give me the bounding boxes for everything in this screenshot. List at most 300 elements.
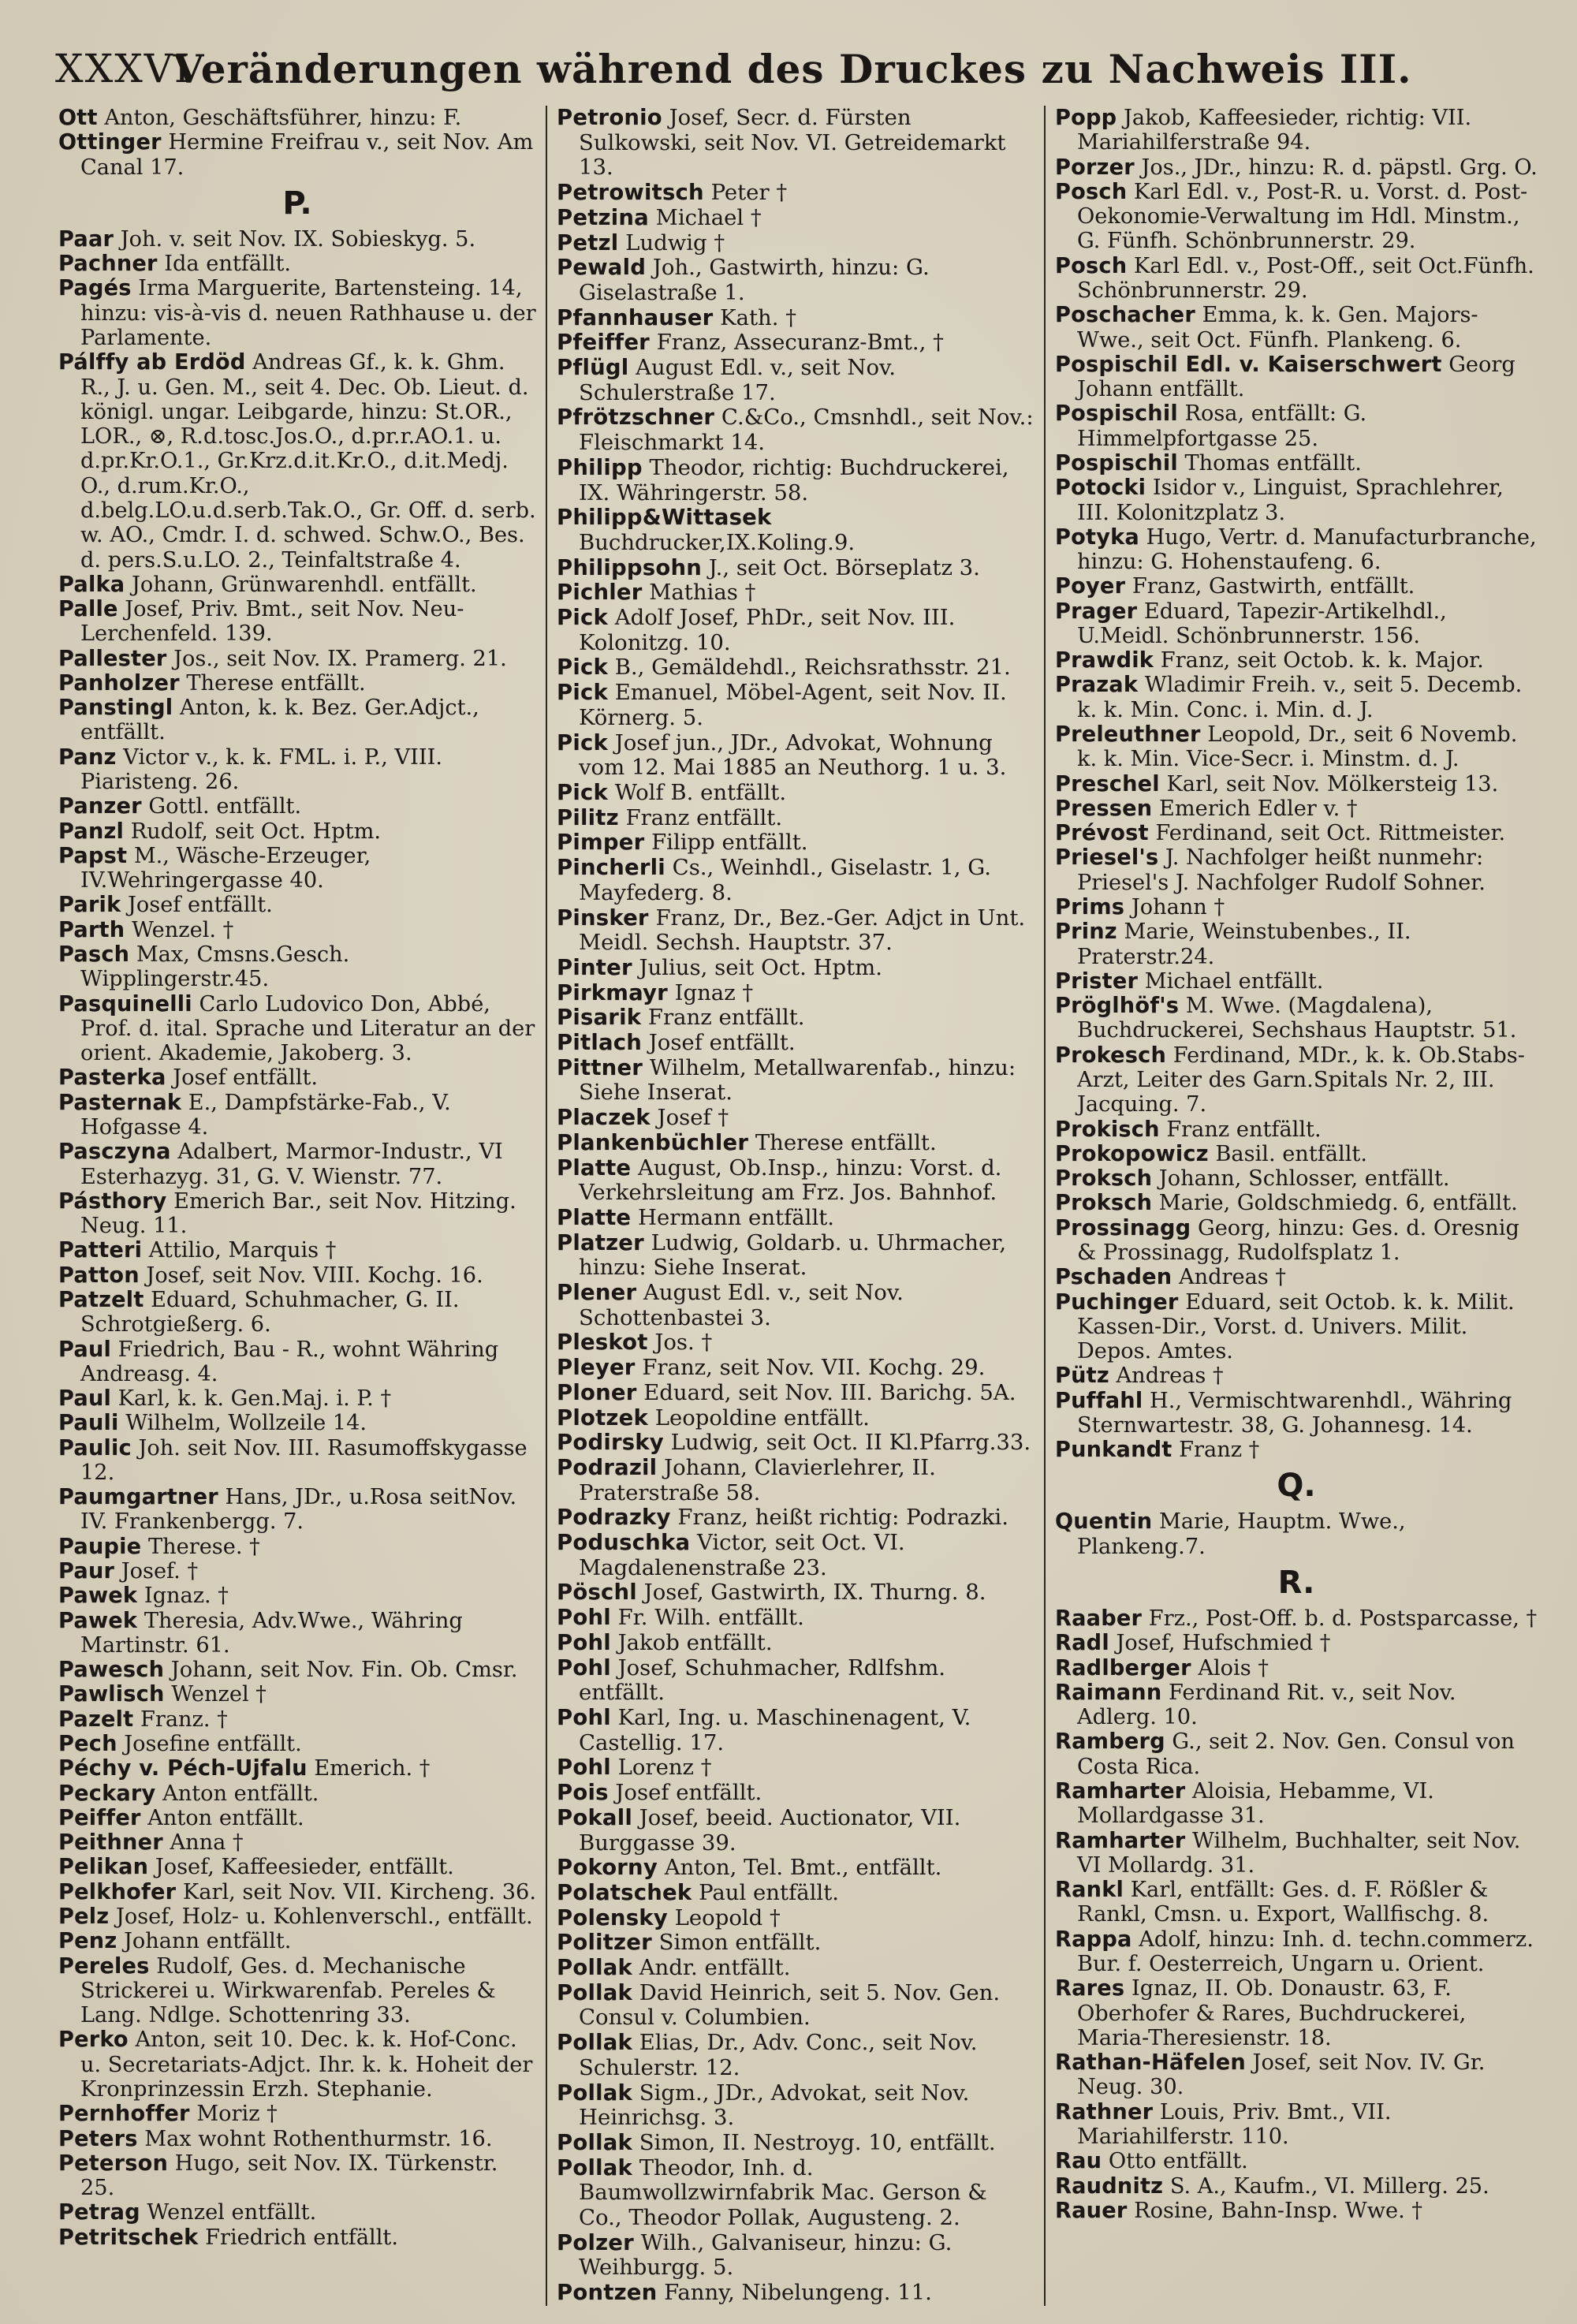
directory-entry [557,456,1035,505]
directory-entry [557,1956,1035,1981]
entry-details: Victor v., k. k. FML. i. P., VIII. Piaristeng. 26. [80,744,442,795]
entry-details: H., Vermischtwarenhdl., Währing Sternwartestr. 38, G. Johannesg. 14. [1077,1388,1512,1438]
directory-entry [1055,1265,1538,1289]
entry-name: Peithner [58,1830,163,1856]
entry-name: Ottinger [58,130,162,155]
entry-details: Theresia, Adv.Wwe., Währing Martinstr. 61. [80,1608,463,1658]
directory-entry [557,1281,1035,1330]
entry-details: August Edl. v., seit Nov. Schulerstraße 17. [579,355,897,405]
directory-entry [58,893,536,917]
entry-name: Ploner [557,1379,637,1405]
directory-entry [557,1881,1035,1906]
directory-entry [1055,722,1538,772]
entry-name: Pollak [557,1955,632,1981]
directory-entry [557,2156,1035,2231]
directory-entry [1055,1438,1538,1462]
entry-details: Therese entfällt. [748,1129,937,1155]
entry-name: Pois [557,1780,609,1806]
entry-details: Franz, Gastwirth, entfällt. [1125,574,1415,599]
directory-entry [1055,254,1538,304]
entry-details: Johann, seit Nov. Fin. Ob. Cmsr. [164,1658,518,1683]
entry-details: Ida entfällt. [157,252,292,277]
entry-details: Max, Cmsns.Gesch. Wipplingerstr.45. [80,942,350,992]
entry-details: S. A., Kaufm., VI. Millerg. 25. [1163,2173,1489,2199]
entry-name: Poduschka [557,1530,691,1556]
entry-name: Pagés [58,276,132,301]
directory-entry [1055,821,1538,845]
entry-details: Ignaz, II. Ob. Donaustr. 63, F. Oberhofer & Rares, Buchdruckerei, Maria-Theresienstr. 18. [1077,1976,1467,2050]
directory-entry [1055,1142,1538,1166]
entry-name: Pohl [557,1755,611,1781]
entry-details: Josef, seit Nov. IV. Gr. Neug. 30. [1077,2050,1486,2100]
directory-entry [1055,2149,1538,2173]
directory-entry [1055,673,1538,722]
directory-entry [557,981,1035,1006]
entry-details: Wilhelm, Metallwarenfab., hinzu: Siehe Inserat. [579,1054,1016,1106]
entry-name: Poyer [1055,574,1126,599]
entry-name: Panholzer [58,670,180,696]
entry-name: Parth [58,917,125,942]
directory-entry [557,856,1035,905]
entry-name: Pelikan [58,1855,149,1880]
directory-entry [58,1189,536,1239]
entry-details: Jakob entfällt. [610,1629,773,1655]
directory-entry [58,1411,536,1435]
directory-entry [557,1631,1035,1656]
entry-name: Rau [1055,2149,1102,2174]
entry-name: Radlberger [1055,1655,1191,1681]
entry-details: Wenzel † [164,1682,267,1707]
entry-name: Rares [1055,1976,1125,2001]
directory-entry [1055,920,1538,969]
entry-name: Plankenbüchler [557,1129,749,1155]
entry-name: Pohl [557,1654,611,1681]
entry-name: Puffahl [1055,1388,1143,1413]
entry-name: Pawek [58,1608,138,1633]
directory-entry [1055,1878,1538,1927]
directory-entry [58,1732,536,1756]
entry-name: Prazak [1055,673,1139,698]
entry-details: Ludwig, Goldarb. u. Uhrmacher, hinzu: Siehe Inserat. [579,1229,1007,1281]
entry-details: Adalbert, Marmor-Industr., VI Esterhazyg. 31, G. V. Wienstr. 77. [80,1140,503,1189]
entry-details: Joh., Gastwirth, hinzu: G. Giselastraße 1. [579,255,930,305]
directory-entry [557,1005,1035,1031]
entry-name: Paul [58,1386,112,1412]
directory-entry [58,1559,536,1584]
entry-name: Prinz [1055,920,1117,945]
entry-name: Pasquinelli [58,991,192,1017]
directory-entry [557,1856,1035,1881]
entry-name: Porzer [1055,155,1135,180]
entry-details: Karl, seit Nov. Mölkersteig 13. [1159,771,1499,796]
entry-name: Pewald [557,255,647,281]
entry-details: Lorenz † [610,1755,712,1781]
entry-name: Panzer [58,794,142,819]
entry-details: Louis, Priv. Bmt., VII. Mariahilferstr. 110. [1077,2099,1392,2149]
entry-details: Gottl. entfällt. [141,794,302,819]
entry-name: Potocki [1055,476,1146,501]
entry-details: Josef † [650,1105,729,1131]
entry-details: Johann, Schlosser, entfällt. [1152,1166,1450,1192]
entry-details: Josef entfällt. [642,1030,796,1056]
entry-details: Eduard, seit Nov. III. Barichg. 5A. [636,1379,1016,1405]
entry-details: Friedrich, Bau - R., wohnt Währing Andreasg. 4. [80,1337,499,1386]
entry-details: Hugo, seit Nov. IX. Türkenstr. 25. [80,2151,498,2201]
entry-details: Anna † [162,1830,244,1856]
entry-name: Petritschek [58,2225,199,2250]
entry-details: Leopoldine entfällt. [647,1404,870,1431]
entry-details: Rosine, Bahn-Insp. Wwe. † [1127,2198,1422,2223]
entry-details: Simon, II. Nestroyg. 10, entfällt. [632,2129,996,2155]
directory-entry [58,1288,536,1337]
directory-entry [1055,451,1538,476]
entry-name: Radl [1055,1631,1109,1656]
directory-entry [58,1830,536,1855]
entry-details: Buchdrucker,IX.Koling.9. [579,529,856,555]
directory-entry [58,671,536,696]
directory-entry [58,2102,536,2126]
directory-entry [557,1456,1035,1505]
entry-name: Pohl [557,1605,611,1631]
directory-entry [58,1707,536,1732]
entry-details: Moriz † [189,2102,278,2127]
entry-name: Panz [58,744,117,770]
entry-name: Prokisch [1055,1117,1160,1142]
entry-name: Patzelt [58,1287,144,1312]
entry-name: Platte [557,1155,632,1181]
directory-entry [58,918,536,942]
entry-name: Pollak [557,1979,632,2005]
entry-details: Franz. † [133,1707,228,1732]
entry-name: Pollak [557,2129,632,2155]
directory-entry [58,2225,536,2250]
directory-entry [557,1231,1035,1281]
entry-name: Raudnitz [1055,2173,1164,2199]
entry-details: Josef entfällt. [166,1065,319,1091]
directory-entry [1055,1927,1538,1977]
entry-name: Pitlach [557,1030,642,1056]
entry-name: Pütz [1055,1363,1109,1389]
entry-details: G., seit 2. Nov. Gen. Consul von Costa Rica. [1077,1729,1515,1779]
entry-details: Theodor, richtig: Buchdruckerei, IX. Währingerstr. 58. [579,454,1009,505]
directory-entry [1055,1509,1538,1559]
directory-entry [58,1535,536,1559]
columns [49,106,1547,2306]
directory-entry [1055,476,1538,525]
directory-entry [58,1756,536,1781]
directory-entry [557,505,1035,555]
entry-name: Pittner [557,1054,643,1080]
entry-details: Josef, Hufschmied † [1109,1631,1331,1656]
entry-details: Emma, k. k. Gen. Majors-Wwe., seit Oct. Fünfh. Plankeng. 6. [1077,303,1478,353]
entry-name: Pollak [557,2080,632,2106]
entry-name: Plotzek [557,1404,648,1431]
directory-entry [1055,1216,1538,1266]
directory-entry [58,350,536,573]
directory-entry [58,276,536,350]
entry-details: Rosa, entfällt: G. Himmelpfortgasse 25. [1077,401,1367,451]
directory-entry [1055,1606,1538,1631]
entry-name: Panstingl [58,696,173,721]
entry-details: Leopold, Dr., seit 6 Novemb. k. k. Min. Vice-Secr. i. Minstm. d. J. [1077,722,1518,772]
entry-details: Karl, Ing. u. Maschinenagent, V. Castellig. 17. [579,1705,971,1755]
directory-entry [1055,2199,1538,2223]
section-letter: P. [282,185,312,222]
directory-entry [557,1706,1035,1755]
directory-entry [58,1065,536,1090]
directory-entry [58,942,536,992]
directory-entry [557,2281,1035,2306]
directory-entry [557,2131,1035,2156]
directory-entry [1055,599,1538,649]
directory-entry [557,2081,1035,2131]
entry-details: Wenzel. † [125,917,234,942]
directory-entry [1055,401,1538,451]
entry-name: Pelz [58,1904,110,1929]
entry-details: Hermann entfällt. [631,1204,835,1230]
directory-entry [58,1929,536,1953]
entry-name: Prokopowicz [1055,1141,1209,1166]
directory-entry [1055,969,1538,994]
entry-name: Pick [557,779,608,805]
entry-details: Johann † [1124,895,1225,920]
entry-name: Pospischil [1055,450,1178,476]
entry-name: Priesel's [1055,845,1159,871]
entry-name: Raaber [1055,1606,1143,1632]
entry-details: Anton entfällt. [155,1781,319,1806]
entry-name: Pfannhauser [557,304,714,330]
entry-details: Franz, heißt richtig: Podrazki. [670,1505,1008,1531]
directory-entry [1055,994,1538,1043]
entry-name: Rathan-Häfelen [1055,2050,1246,2076]
entry-name: Péchy v. Péch-Ujfalu [58,1756,308,1781]
directory-entry [58,1682,536,1707]
entry-details: Theodor, Inh. d. Baumwollzwirnfabrik Mac. Gerson & Co., Theodor Pollak, Augusteng. 2. [579,2154,987,2231]
entry-name: Posch [1055,179,1128,204]
entry-name: Rankl [1055,1878,1124,1903]
entry-details: Otto entfällt. [1102,2149,1248,2174]
directory-entry [1055,1779,1538,1829]
entry-name: Philipp [557,454,643,480]
directory-entry [58,745,536,795]
entry-details: Josef, Schuhmacher, Rdlfshm. entfällt. [579,1654,946,1706]
entry-details: Karl, entfällt: Ges. d. F. Rößler & Rankl, Cmsn. u. Export, Wallfischg. 8. [1077,1878,1489,1927]
directory-entry [1055,1631,1538,1655]
entry-details: Aloisia, Hebamme, VI. Mollardgasse 31. [1077,1779,1434,1829]
directory-entry [557,606,1035,655]
directory-entry [58,1386,536,1411]
directory-entry [557,1981,1035,2031]
directory-entry [557,1356,1035,1381]
entry-details: Joh. seit Nov. III. Rasumoffskygasse 12. [80,1435,528,1485]
directory-entry [557,781,1035,806]
directory-entry [1055,1117,1538,1142]
entry-details: Josef, Priv. Bmt., seit Nov. Neu-Lerchenfeld. 139. [80,597,464,647]
directory-entry [557,580,1035,606]
entry-details: Karl, seit Nov. VII. Kircheng. 36. [176,1879,536,1904]
entry-details: Hermine Freifrau v., seit Nov. Am Canal 17. [80,130,534,180]
directory-entry [58,1263,536,1288]
directory-entry [58,647,536,671]
directory-entry [58,1781,536,1806]
entry-details: Ignaz. † [137,1584,229,1609]
directory-entry [557,1381,1035,1406]
entry-details: Josefine entfällt. [117,1732,302,1756]
directory-entry [1055,1829,1538,1878]
directory-entry [557,1906,1035,1931]
directory-entry [557,681,1035,730]
entry-name: Prager [1055,599,1138,624]
entry-name: Pimper [557,830,645,856]
directory-entry [557,830,1035,856]
entry-name: Pontzen [557,2280,658,2306]
directory-entry [557,1330,1035,1356]
entry-name: Pressen [1055,796,1153,821]
entry-name: Papst [58,843,128,868]
entry-name: Pech [58,1732,117,1756]
entry-details: J., seit Oct. Börseplatz 3. [702,554,980,580]
directory-entry [557,1156,1035,1206]
entry-details: Johann entfällt. [117,1929,292,1954]
directory-entry [557,731,1035,781]
directory-entry [58,130,536,180]
entry-details: Josef. † [114,1559,199,1584]
entry-details: David Heinrich, seit 5. Nov. Gen. Consul v. Columbien. [579,1979,1001,2031]
entry-name: Penz [58,1929,117,1954]
entry-details: Josef, Gastwirth, IX. Thurng. 8. [636,1580,986,1606]
directory-entry [557,231,1035,256]
entry-details: Karl Edl. v., Post-R. u. Vorst. d. Post-Oekonomie-Verwaltung im Hdl. Minstm., G. Fünfh. Schönbrunnerstr. 29. [1077,179,1528,254]
entry-name: Paul [58,1337,112,1362]
entry-details: Franz, Dr., Bez.-Ger. Adjct in Unt. Meidl. Sechsh. Hauptstr. 37. [579,905,1026,956]
entry-details: Wolf B. entfällt. [607,779,787,805]
directory-entry [58,1485,536,1535]
directory-entry [58,106,536,130]
entry-details: Julius, seit Oct. Hptm. [632,954,883,980]
entry-name: Politzer [557,1930,652,1956]
directory-entry [557,1431,1035,1456]
entry-name: Poschacher [1055,303,1195,328]
entry-name: Puchinger [1055,1289,1179,1315]
directory-entry [557,1106,1035,1131]
directory-entry [58,1904,536,1929]
directory-entry [1055,1363,1538,1388]
entry-name: Platte [557,1204,632,1230]
directory-entry [1055,648,1538,673]
directory-entry [557,1531,1035,1580]
entry-name: Polatschek [557,1879,692,1905]
entry-name: Pospischil Edl. v. Kaiserschwert [1055,352,1442,377]
entry-name: Pohl [557,1629,611,1655]
entry-details: Leopold † [667,1904,781,1930]
directory-entry [557,256,1035,305]
entry-details: Eduard, Schuhmacher, G. II. Schrotgießerg. 6. [80,1287,460,1337]
entry-details: Josef, Holz- u. Kohlenverschl., entfällt. [109,1904,533,1929]
directory-entry [1055,2100,1538,2150]
directory-entry [58,597,536,647]
entry-name: Polensky [557,1904,668,1930]
directory-entry [58,1806,536,1830]
entry-name: Pichler [557,580,643,606]
entry-details: Ludwig † [618,229,725,256]
entry-name: Pleyer [557,1355,636,1381]
directory-entry [557,356,1035,405]
directory-entry [58,1658,536,1682]
entry-name: Paur [58,1559,115,1584]
entry-details: Jakob, Kaffeesieder, richtig: VII. Mariahilferstraße 94. [1077,106,1472,155]
entry-details: Peter † [703,180,788,206]
entry-name: Pokorny [557,1855,658,1881]
directory-entry [557,906,1035,956]
entry-details: Georg, hinzu: Ges. d. Oresnig & Prossinagg, Rudolfsplatz 1. [1077,1215,1519,1265]
entry-name: Petrowitsch [557,180,704,206]
entry-name: Perko [58,2027,129,2053]
entry-details: Rudolf, Ges. d. Mechanische Strickerei u. Wirkwarenfab. Pereles & Lang. Ndlge. Schottenring 33. [80,1953,496,2028]
entry-name: Peters [58,2126,138,2151]
entry-name: Rauer [1055,2198,1128,2223]
page-number: XXXVI [55,46,192,91]
entry-details: Eduard, seit Octob. k. k. Milit. Kassen-Dir., Vorst. d. Univers. Milit. Depos. Amtes. [1077,1289,1515,1364]
entry-details: Franz entfällt. [1159,1117,1322,1142]
entry-name: Podrazky [557,1505,671,1531]
entry-details: Victor, seit Oct. VI. Magdalenenstraße 23. [579,1530,905,1580]
entry-name: Paupie [58,1534,142,1559]
directory-entry [557,1656,1035,1706]
entry-name: Pallester [58,646,167,671]
directory-entry [557,405,1035,455]
entry-name: Pflügl [557,355,629,381]
entry-details: Basil. entfällt. [1208,1141,1367,1166]
directory-entry [557,1755,1035,1781]
entry-details: Wilhelm, Wollzeile 14. [118,1411,367,1436]
entry-details: Mathias † [642,580,756,606]
entry-details: Franz entfällt. [618,804,783,830]
directory-entry [557,1406,1035,1431]
entry-details: Anton, seit 10. Dec. k. k. Hof-Conc. u. Secretariats-Adjct. Ihr. k. k. Hoheit der Kronprinzessin Erzh. Stephanie. [80,2027,533,2102]
entry-name: Quentin [1055,1509,1153,1535]
directory-entry [58,1140,536,1189]
entry-name: Popp [1055,106,1117,130]
directory-entry [557,1930,1035,1956]
entry-name: Pick [557,605,608,631]
directory-entry [1055,2174,1538,2199]
entry-details: Paul entfällt. [692,1879,840,1905]
section-letter: Q. [1277,1468,1316,1505]
directory-entry [1055,1191,1538,1215]
entry-details: Sigm., JDr., Advokat, seit Nov. Heinrichsg. 3. [579,2080,970,2131]
entry-name: Podrazil [557,1454,658,1480]
entry-details: Hugo, Vertr. d. Manufacturbranche, hinzu: G. Hohenstaufeng. 6. [1077,524,1537,575]
entry-name: Pincherli [557,855,665,881]
entry-name: Plener [557,1280,637,1306]
entry-name: Rathner [1055,2099,1154,2124]
entry-name: Pröglhöf's [1055,994,1180,1019]
entry-details: Adolf, hinzu: Inh. d. techn.commerz. Bur. f. Oesterreich, Ungarn u. Orient. [1077,1927,1534,1976]
entry-name: Ramberg [1055,1729,1165,1755]
entry-name: Pelkhofer [58,1879,177,1904]
directory-entry [1055,1389,1538,1438]
entry-details: Hans, JDr., u.Rosa seitNov. IV. Frankenbergg. 7. [80,1485,517,1535]
entry-name: Pollak [557,2030,632,2056]
entry-name: Prims [1055,895,1125,920]
directory-entry [58,794,536,819]
entry-details: Josef entfällt. [121,893,273,918]
entry-name: Pereles [58,1953,150,1979]
entry-details: Franz, seit Octob. k. k. Major. [1154,648,1484,673]
entry-details: Thomas entfällt. [1177,450,1362,476]
directory-entry [1055,772,1538,796]
directory-entry [1055,845,1538,895]
